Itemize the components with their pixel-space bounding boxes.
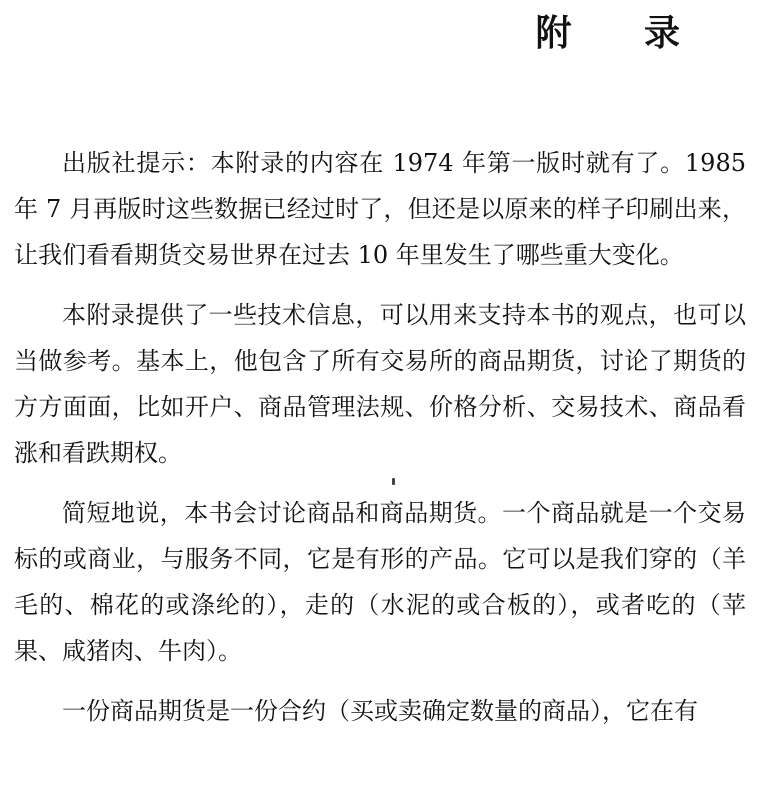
paragraph-futures-definition: 一份商品期货是一份合约（买或卖确定数量的商品），它在有 xyxy=(62,697,698,725)
scan-speck xyxy=(392,478,395,485)
page-title: 附 录 xyxy=(535,13,710,54)
body-text xyxy=(14,140,746,748)
paragraph-commodity-definition: 简短地说，本书会讨论商品和商品期货。一个商品就是一个交易标的或商业，与服务不同，它是有形的产品。它可以是我们穿的（羊毛的、棉花的或涤纶的），走的（水泥的或合板的），或者吃的（苹果、咸猪肉、牛肉）。 xyxy=(14,499,746,665)
paragraph-publisher-note: 出版社提示：本附录的内容在 1974 年第一版时就有了。1985 年 7 月再版时这些数据已经过时了，但还是以原来的样子印刷出来，让我们看看期货交易世界在过去 10 年里发生了哪些重大变化。 xyxy=(14,149,746,269)
paragraph-appendix-overview: 本附录提供了一些技术信息，可以用来支持本书的观点，也可以当做参考。基本上，他包含了所有交易所的商品期货，讨论了期货的方方面面，比如开户、商品管理法规、价格分析、交易技术、商品看涨和看跌期权。 xyxy=(14,301,746,467)
